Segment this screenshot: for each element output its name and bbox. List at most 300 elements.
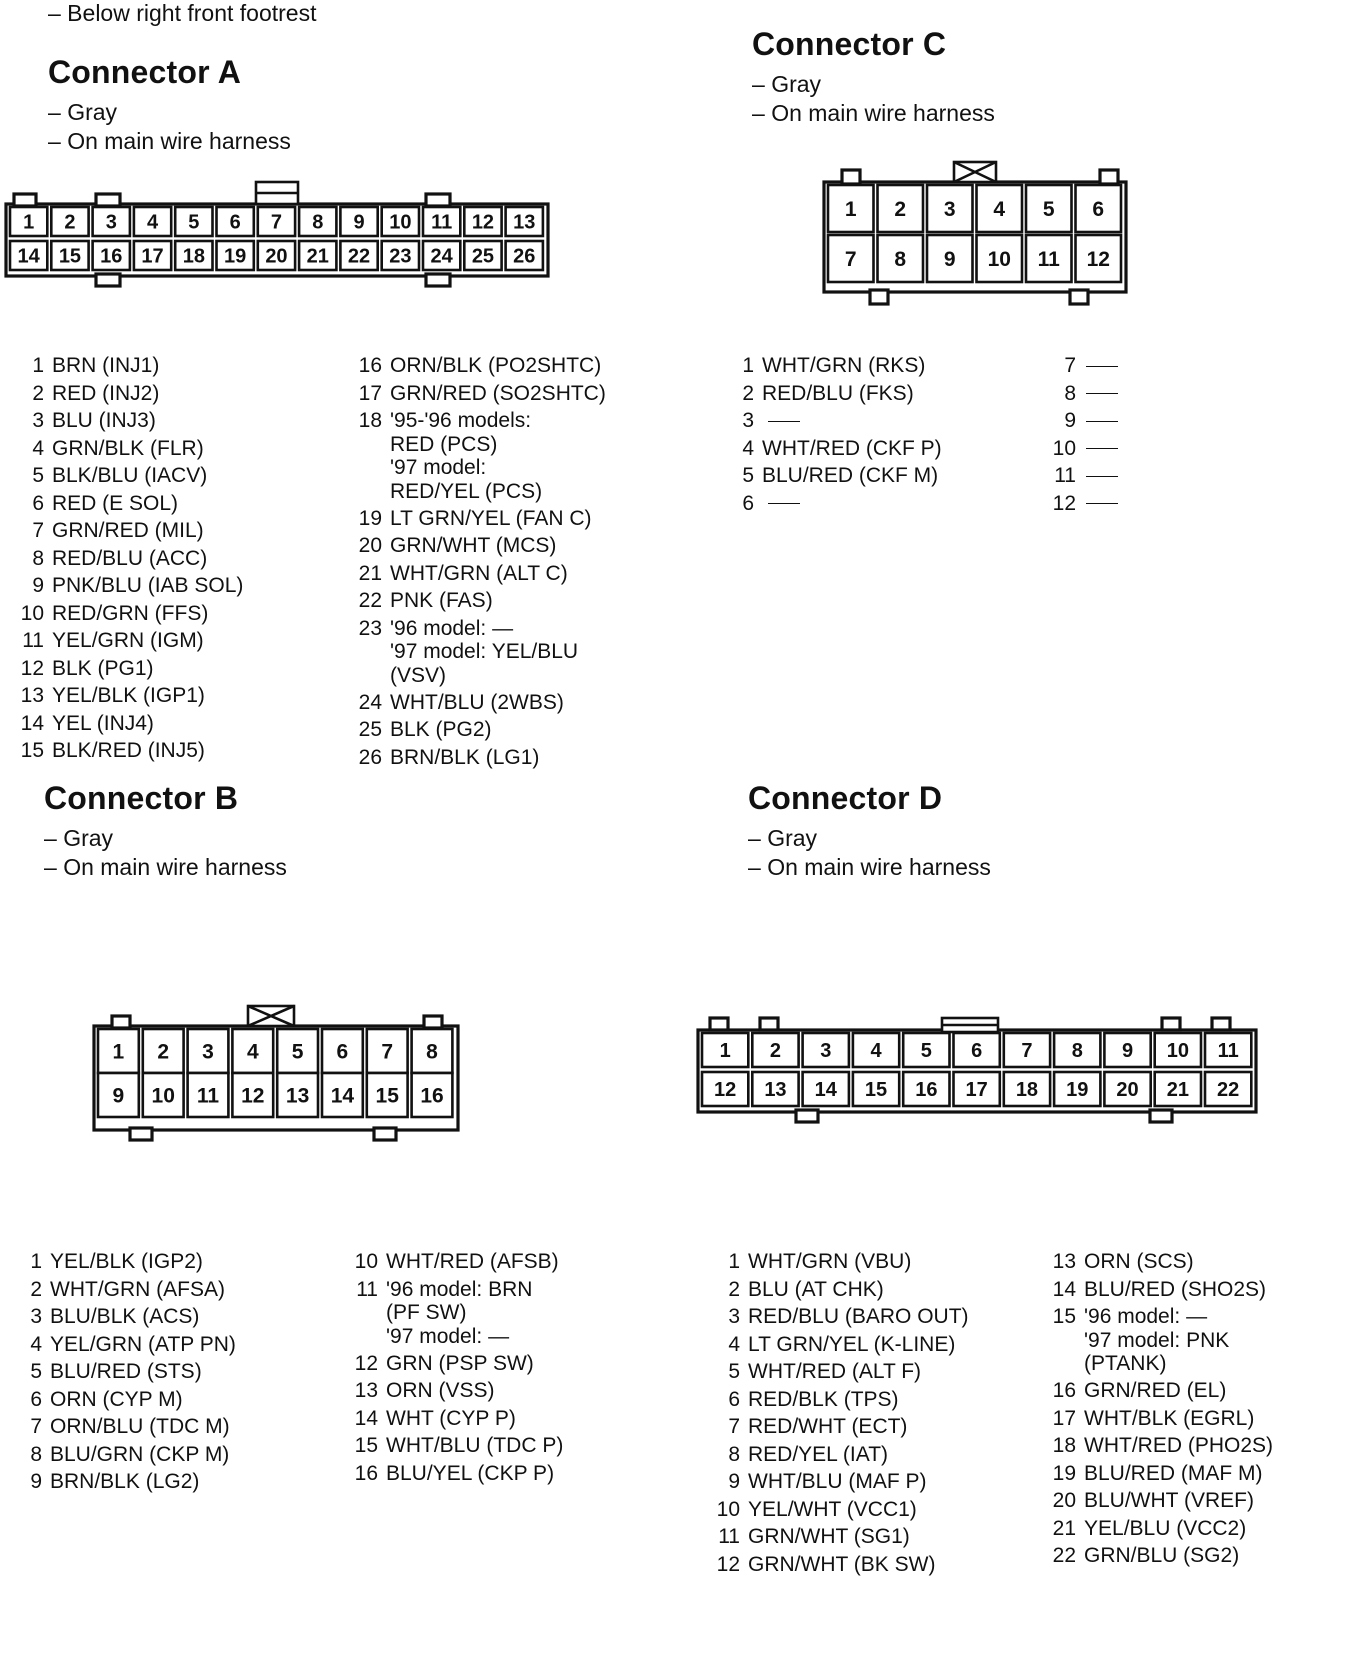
connector-d-pin-list-left xyxy=(714,1250,969,1580)
pin-entry-wire: BLU/GRN (CKP M) xyxy=(50,1442,230,1466)
pin-entry-number: 9 xyxy=(30,1470,42,1493)
pin-entry-wire xyxy=(1076,382,1118,406)
pin-entry-number: 3 xyxy=(30,1305,42,1328)
pin-entry xyxy=(16,1278,236,1302)
pin-entry-number: 9 xyxy=(32,574,44,597)
pin-entry-number: 6 xyxy=(30,1387,42,1411)
pin-entry-wire: WHT (CYP P) xyxy=(386,1406,516,1430)
pin-entry-number: 2 xyxy=(728,1277,740,1301)
pin-entry xyxy=(16,1333,236,1357)
pin-entry-number: 10 xyxy=(354,1250,378,1273)
pin-entry-number: 7 xyxy=(1064,354,1076,377)
pin-entry xyxy=(728,409,942,433)
pin-entry-number: 6 xyxy=(728,1387,740,1411)
pin-entry-number: 11 xyxy=(1054,464,1076,487)
pin-entry xyxy=(728,354,942,378)
connector-c-pin-list-left xyxy=(728,354,942,519)
connector-b-tab xyxy=(112,1016,130,1028)
pin-entry-number: 1 xyxy=(728,1250,740,1273)
connector-c-tab xyxy=(1100,170,1118,184)
unused-pin-dash xyxy=(1086,476,1118,477)
pin-number: 13 xyxy=(513,211,536,234)
pin-entry-wire: BLK/RED (INJ5) xyxy=(52,739,205,762)
connector-d-color: – Gray xyxy=(748,824,991,853)
pin-number: 11 xyxy=(1217,1040,1239,1063)
pin-number: 2 xyxy=(64,211,76,234)
pin-entry-wire: GRN/BLK (FLR) xyxy=(52,436,204,460)
pin-entry-wire: YEL/GRN (IGM) xyxy=(52,629,204,652)
connector-a-location: – On main wire harness xyxy=(48,127,291,156)
pin-entry-number: 13 xyxy=(354,1379,378,1402)
pin-entry-wire: RED/YEL (IAT) xyxy=(748,1442,889,1466)
pin-number: 16 xyxy=(100,245,123,268)
connector-d-tab xyxy=(1212,1018,1230,1030)
pin-entry xyxy=(16,1415,236,1439)
pin-entry-wire: BRN/BLK (LG2) xyxy=(50,1470,200,1493)
pin-number: 2 xyxy=(769,1040,782,1063)
pin-number: 20 xyxy=(1116,1079,1139,1102)
pin-number: 3 xyxy=(820,1040,832,1063)
pin-entry-wire: BLU (AT CHK) xyxy=(748,1277,884,1301)
connector-d-pin-list-right xyxy=(1050,1250,1273,1572)
connector-a-tab xyxy=(96,194,120,206)
unused-pin-dash xyxy=(1086,421,1118,422)
pin-entry xyxy=(352,1352,563,1376)
connector-d-tab xyxy=(1162,1018,1180,1030)
pin-entry xyxy=(1050,1379,1273,1403)
pin-entry-number: 21 xyxy=(358,561,382,585)
pin-entry xyxy=(356,589,606,613)
pin-entry xyxy=(714,1443,969,1467)
pin-number: 24 xyxy=(430,245,453,268)
pin-number: 13 xyxy=(764,1079,787,1102)
pin-number: 10 xyxy=(389,211,412,234)
pin-entry-wire: RED (INJ2) xyxy=(52,381,160,405)
pin-entry-number: 2 xyxy=(32,381,44,405)
pin-entry-wire: WHT/BLU (TDC P) xyxy=(386,1434,564,1457)
pin-number: 12 xyxy=(1086,248,1110,272)
pin-entry-number: 18 xyxy=(358,409,382,432)
pin-entry-number: 2 xyxy=(742,381,754,405)
pin-entry-number: 15 xyxy=(1052,1305,1076,1328)
pin-number: 7 xyxy=(1021,1040,1033,1063)
pin-number: 9 xyxy=(112,1084,125,1108)
pin-entry xyxy=(352,1250,563,1274)
connector-b-tab xyxy=(130,1128,152,1140)
pin-number: 15 xyxy=(864,1079,888,1102)
pin-entry-number: 20 xyxy=(358,534,382,557)
pin-entry-number: 3 xyxy=(32,409,44,432)
pin-entry-wire: GRN/BLU (SG2) xyxy=(1084,1544,1240,1567)
connector-a-tab xyxy=(14,194,36,206)
pin-entry-number: 2 xyxy=(30,1277,42,1301)
connector-a-tab xyxy=(426,194,450,206)
pin-number: 10 xyxy=(151,1084,175,1108)
pin-entry-wire: WHT/RED (AFSB) xyxy=(386,1250,559,1273)
pin-entry-wire: YEL/BLU (VCC2) xyxy=(1084,1516,1247,1540)
pin-number: 23 xyxy=(389,245,412,268)
connector-d-details xyxy=(748,824,991,882)
connector-b-location: – On main wire harness xyxy=(44,853,287,882)
connector-a-tab xyxy=(426,274,450,286)
connector-d-title: Connector D xyxy=(748,780,943,816)
pin-entry-wire xyxy=(1076,492,1118,516)
connector-d-location: – On main wire harness xyxy=(748,853,991,882)
pin-entry-wire: GRN/WHT (BK SW) xyxy=(748,1552,936,1576)
pin-number: 9 xyxy=(943,248,956,272)
pin-entry-number: 10 xyxy=(20,601,44,625)
pin-entry-number: 7 xyxy=(30,1415,42,1438)
pin-entry-wire: ORN (VSS) xyxy=(386,1379,495,1402)
connector-c-tab xyxy=(1070,290,1088,304)
pin-number: 16 xyxy=(420,1084,444,1108)
connector-c-tab xyxy=(870,290,888,304)
pin-entry-wire: RED/BLK (TPS) xyxy=(748,1387,899,1411)
pin-entry xyxy=(1050,382,1118,406)
pin-entry-wire: BRN/BLK (LG1) xyxy=(390,745,540,769)
pin-number: 3 xyxy=(105,211,117,234)
pin-number: 10 xyxy=(987,248,1011,272)
pin-entry xyxy=(714,1470,969,1494)
pin-entry-wire: WHT/GRN (RKS) xyxy=(762,354,926,377)
pin-entry-number: 14 xyxy=(1052,1277,1076,1301)
pin-entry xyxy=(18,382,243,406)
pin-entry xyxy=(18,547,243,571)
connector-b-pin-list-right xyxy=(352,1250,563,1489)
connector-d-tab xyxy=(796,1110,818,1122)
pin-entry-wire: RED/WHT (ECT) xyxy=(748,1415,908,1438)
pin-entry-wire: ORN (CYP M) xyxy=(50,1387,183,1411)
pin-entry-wire: BLK/BLU (IACV) xyxy=(52,464,208,487)
pin-entry-number: 10 xyxy=(716,1497,740,1521)
pin-entry xyxy=(714,1415,969,1439)
connector-b-tab xyxy=(374,1128,396,1140)
pin-entry-wire: BLU/WHT (VREF) xyxy=(1084,1489,1254,1512)
pin-entry-number: 4 xyxy=(742,436,754,460)
connector-c-location: – On main wire harness xyxy=(752,99,995,128)
pin-number: 14 xyxy=(814,1079,837,1102)
pin-number: 22 xyxy=(1217,1079,1240,1102)
pin-number: 1 xyxy=(719,1040,731,1063)
unused-pin-dash xyxy=(1086,366,1118,367)
pin-number: 1 xyxy=(112,1040,125,1064)
pin-entry xyxy=(728,464,942,488)
pin-entry xyxy=(1050,409,1118,433)
pin-entry xyxy=(1050,1434,1273,1458)
pin-number: 13 xyxy=(285,1084,310,1108)
pin-entry xyxy=(714,1333,969,1357)
pin-entry-number: 6 xyxy=(742,491,754,515)
connector-a-details xyxy=(48,98,291,156)
connector-a-color: – Gray xyxy=(48,98,291,127)
location-note: – Below right front footrest xyxy=(48,0,317,26)
pin-entry xyxy=(356,746,606,770)
pin-entry-number: 15 xyxy=(354,1434,378,1457)
pin-number: 1 xyxy=(844,198,857,222)
pin-number: 22 xyxy=(347,245,371,268)
pin-entry xyxy=(356,691,606,715)
pin-entry-number: 17 xyxy=(1052,1406,1076,1430)
pin-number: 12 xyxy=(471,211,495,234)
pin-entry xyxy=(728,382,942,406)
pin-entry-wire: RED/GRN (FFS) xyxy=(52,601,209,625)
pin-entry-wire: BRN (INJ1) xyxy=(52,354,160,377)
pin-entry-number: 6 xyxy=(32,491,44,515)
pin-number: 19 xyxy=(224,245,247,268)
pin-number: 15 xyxy=(375,1084,399,1108)
pin-entry xyxy=(356,507,606,531)
pin-entry-number: 5 xyxy=(32,464,44,487)
pin-entry xyxy=(714,1388,969,1412)
pin-entry-wire xyxy=(1076,354,1118,378)
pin-entry-wire: WHT/RED (CKF P) xyxy=(762,436,942,460)
pin-entry xyxy=(728,437,942,461)
pin-entry-wire: YEL/WHT (VCC1) xyxy=(748,1497,917,1521)
pin-entry-wire: ORN/BLU (TDC M) xyxy=(50,1415,230,1438)
pin-entry-number: 16 xyxy=(354,1461,378,1485)
pin-number: 17 xyxy=(965,1079,988,1102)
pin-entry-number: 11 xyxy=(22,629,44,652)
pin-entry-wire: GRN/RED (MIL) xyxy=(52,519,204,542)
pin-entry-number: 19 xyxy=(1052,1461,1076,1485)
unused-pin-dash xyxy=(768,421,800,422)
pin-entry-wire: GRN (PSP SW) xyxy=(386,1351,534,1375)
pin-entry-number: 8 xyxy=(30,1442,42,1466)
pin-number: 2 xyxy=(894,198,907,222)
pin-entry xyxy=(18,739,243,763)
pin-entry xyxy=(16,1250,236,1274)
pin-entry xyxy=(1050,1250,1273,1274)
pin-entry-number: 1 xyxy=(30,1250,42,1273)
pin-entry xyxy=(18,519,243,543)
pin-entry xyxy=(356,534,606,558)
pin-entry-number: 3 xyxy=(742,409,754,432)
pin-entry-wire xyxy=(754,492,800,516)
pin-entry-number: 4 xyxy=(728,1332,740,1356)
pin-entry xyxy=(352,1407,563,1431)
pin-entry xyxy=(18,602,243,626)
connector-d-diagram xyxy=(696,1010,1276,1150)
pin-entry-number: 16 xyxy=(358,354,382,377)
pin-entry-number: 22 xyxy=(358,589,382,612)
pin-entry-wire: YEL/BLK (IGP1) xyxy=(52,684,205,707)
connector-a-diagram xyxy=(0,180,600,300)
pin-entry xyxy=(16,1305,236,1329)
pin-number: 7 xyxy=(844,248,857,272)
pin-entry-wire: WHT/RED (ALT F) xyxy=(748,1360,922,1383)
unused-pin-dash xyxy=(768,503,800,504)
pin-entry xyxy=(16,1388,236,1412)
pin-number: 7 xyxy=(381,1040,394,1064)
pin-number: 18 xyxy=(182,245,205,268)
pin-entry-number: 9 xyxy=(1064,409,1076,432)
pin-entry-number: 12 xyxy=(354,1351,378,1375)
pin-entry xyxy=(1050,1407,1273,1431)
unused-pin-dash xyxy=(1086,393,1118,394)
pin-entry-number: 15 xyxy=(20,739,44,762)
pin-number: 5 xyxy=(188,211,200,234)
pin-entry xyxy=(1050,1489,1273,1513)
connector-c-tab xyxy=(842,170,860,184)
pin-entry-number: 13 xyxy=(1052,1250,1076,1273)
pin-entry xyxy=(18,684,243,708)
connector-d-tab xyxy=(1150,1110,1172,1122)
pin-entry xyxy=(18,574,243,598)
pin-entry-wire: BLU/RED (MAF M) xyxy=(1084,1461,1263,1485)
pin-entry xyxy=(352,1379,563,1403)
pin-entry xyxy=(352,1434,563,1458)
connector-a-pin-list-left xyxy=(18,354,243,767)
pin-entry-number: 5 xyxy=(30,1360,42,1383)
pin-entry-wire: LT GRN/YEL (FAN C) xyxy=(390,506,592,530)
pin-number: 9 xyxy=(1121,1040,1134,1063)
connector-d-tab xyxy=(760,1018,778,1030)
pin-entry xyxy=(1050,437,1118,461)
pin-entry-wire: BLU/RED (STS) xyxy=(50,1360,202,1383)
pin-entry xyxy=(356,617,606,688)
pin-entry-number: 23 xyxy=(358,616,382,640)
pin-entry-wire: GRN/RED (EL) xyxy=(1084,1379,1227,1402)
pin-entry xyxy=(1050,1462,1273,1486)
pin-entry-wire: BLU/BLK (ACS) xyxy=(50,1305,200,1328)
connector-a-pin-list-right xyxy=(356,354,606,773)
pin-entry-wire: GRN/WHT (MCS) xyxy=(390,534,557,557)
pin-entry-wire: BLK (PG1) xyxy=(52,656,154,680)
pin-entry-wire: WHT/GRN (AFSA) xyxy=(50,1277,225,1301)
pin-entry-number: 9 xyxy=(728,1470,740,1493)
pin-entry-wire: '96 model: — '97 model: YEL/BLU (VSV) xyxy=(390,616,579,687)
pin-entry-wire: YEL (INJ4) xyxy=(52,711,154,735)
pin-number: 15 xyxy=(58,245,82,268)
pin-number: 1 xyxy=(23,211,35,234)
pin-number: 19 xyxy=(1066,1079,1089,1102)
pin-entry-wire: WHT/GRN (VBU) xyxy=(748,1250,912,1273)
pin-number: 8 xyxy=(894,248,907,272)
pin-entry-number: 11 xyxy=(718,1525,740,1548)
pin-entry xyxy=(1050,1278,1273,1302)
pin-entry-number: 12 xyxy=(716,1552,740,1576)
pin-entry-number: 8 xyxy=(728,1442,740,1466)
pin-number: 6 xyxy=(1092,198,1105,222)
pin-entry-number: 19 xyxy=(358,506,382,530)
pin-entry-wire: '95-'96 models: RED (PCS) '97 model: RED/YEL (PCS) xyxy=(390,409,543,503)
unused-pin-dash xyxy=(1086,503,1118,504)
pin-entry-wire: RED/BLU (FKS) xyxy=(762,381,914,405)
pin-entry-wire: BLU/YEL (CKP P) xyxy=(386,1461,555,1485)
pin-entry-number: 12 xyxy=(20,656,44,680)
pin-entry-wire: BLU (INJ3) xyxy=(52,409,156,432)
pin-entry-wire: WHT/BLU (2WBS) xyxy=(390,690,564,714)
pin-entry-number: 8 xyxy=(1064,381,1076,405)
pin-entry xyxy=(18,409,243,433)
pin-entry xyxy=(352,1462,563,1486)
pin-entry-number: 11 xyxy=(356,1277,378,1301)
pin-number: 17 xyxy=(141,245,164,268)
pin-entry xyxy=(18,354,243,378)
pin-number: 8 xyxy=(312,211,324,234)
pin-entry xyxy=(1050,1544,1273,1568)
pin-entry xyxy=(714,1305,969,1329)
pin-entry-wire: WHT/GRN (ALT C) xyxy=(390,561,568,585)
pin-entry-wire: WHT/BLU (MAF P) xyxy=(748,1470,927,1493)
pin-entry xyxy=(18,437,243,461)
pin-entry-number: 1 xyxy=(32,354,44,377)
unused-pin-dash xyxy=(1086,448,1118,449)
connector-c-details xyxy=(752,70,995,128)
pin-number: 14 xyxy=(17,245,40,268)
pin-entry xyxy=(714,1553,969,1577)
pin-entry-number: 26 xyxy=(358,745,382,769)
pin-number: 3 xyxy=(202,1040,214,1064)
pin-number: 18 xyxy=(1015,1079,1039,1102)
pin-number: 3 xyxy=(943,198,956,222)
pin-entry-wire xyxy=(754,409,800,433)
pin-entry-number: 25 xyxy=(358,718,382,741)
pin-entry-number: 14 xyxy=(20,711,44,735)
pin-entry xyxy=(1050,464,1118,488)
pin-entry xyxy=(16,1360,236,1384)
pin-number: 25 xyxy=(471,245,495,268)
connector-b-details xyxy=(44,824,287,882)
pin-entry xyxy=(714,1498,969,1522)
pin-entry-number: 1 xyxy=(742,354,754,377)
pin-entry xyxy=(18,464,243,488)
pin-number: 6 xyxy=(229,211,241,234)
pin-entry-number: 8 xyxy=(32,546,44,570)
pin-entry-number: 18 xyxy=(1052,1434,1076,1457)
pin-entry-number: 7 xyxy=(728,1415,740,1438)
pin-number: 20 xyxy=(265,245,288,268)
pin-number: 12 xyxy=(241,1084,265,1108)
pin-number: 4 xyxy=(993,198,1006,222)
pin-number: 16 xyxy=(915,1079,938,1102)
pin-entry-wire: LT GRN/YEL (K-LINE) xyxy=(748,1332,956,1356)
connector-b-diagram xyxy=(90,998,480,1148)
pin-entry-number: 20 xyxy=(1052,1489,1076,1512)
pin-entry xyxy=(714,1525,969,1549)
pin-entry-number: 24 xyxy=(358,690,382,714)
pin-entry-number: 17 xyxy=(358,381,382,405)
pin-entry xyxy=(1050,1305,1273,1376)
pin-entry-number: 13 xyxy=(20,684,44,707)
pin-entry xyxy=(356,354,606,378)
connector-c-color: – Gray xyxy=(752,70,995,99)
pin-entry xyxy=(18,712,243,736)
pin-number: 5 xyxy=(1042,198,1055,222)
pin-entry xyxy=(16,1470,236,1494)
pin-number: 4 xyxy=(146,211,159,234)
pin-number: 11 xyxy=(196,1084,220,1108)
pin-number: 6 xyxy=(336,1040,349,1064)
connector-a-title: Connector A xyxy=(48,54,242,90)
pin-entry xyxy=(728,492,942,516)
pin-entry-wire: BLU/RED (CKF M) xyxy=(762,464,939,487)
pin-entry xyxy=(356,718,606,742)
pin-entry xyxy=(1050,492,1118,516)
connector-a-tab xyxy=(96,274,120,286)
pin-entry-number: 5 xyxy=(742,464,754,487)
pin-entry-wire: WHT/RED (PHO2S) xyxy=(1084,1434,1273,1457)
connector-b-title: Connector B xyxy=(44,780,239,816)
pin-entry-wire: ORN (SCS) xyxy=(1084,1250,1194,1273)
pin-entry-wire: GRN/RED (SO2SHTC) xyxy=(390,381,606,405)
pin-entry-number: 5 xyxy=(728,1360,740,1383)
pin-number: 7 xyxy=(270,211,283,234)
pin-entry-number: 12 xyxy=(1052,491,1076,515)
pin-number: 21 xyxy=(1166,1079,1189,1102)
pin-entry xyxy=(18,629,243,653)
pin-number: 14 xyxy=(330,1084,355,1108)
